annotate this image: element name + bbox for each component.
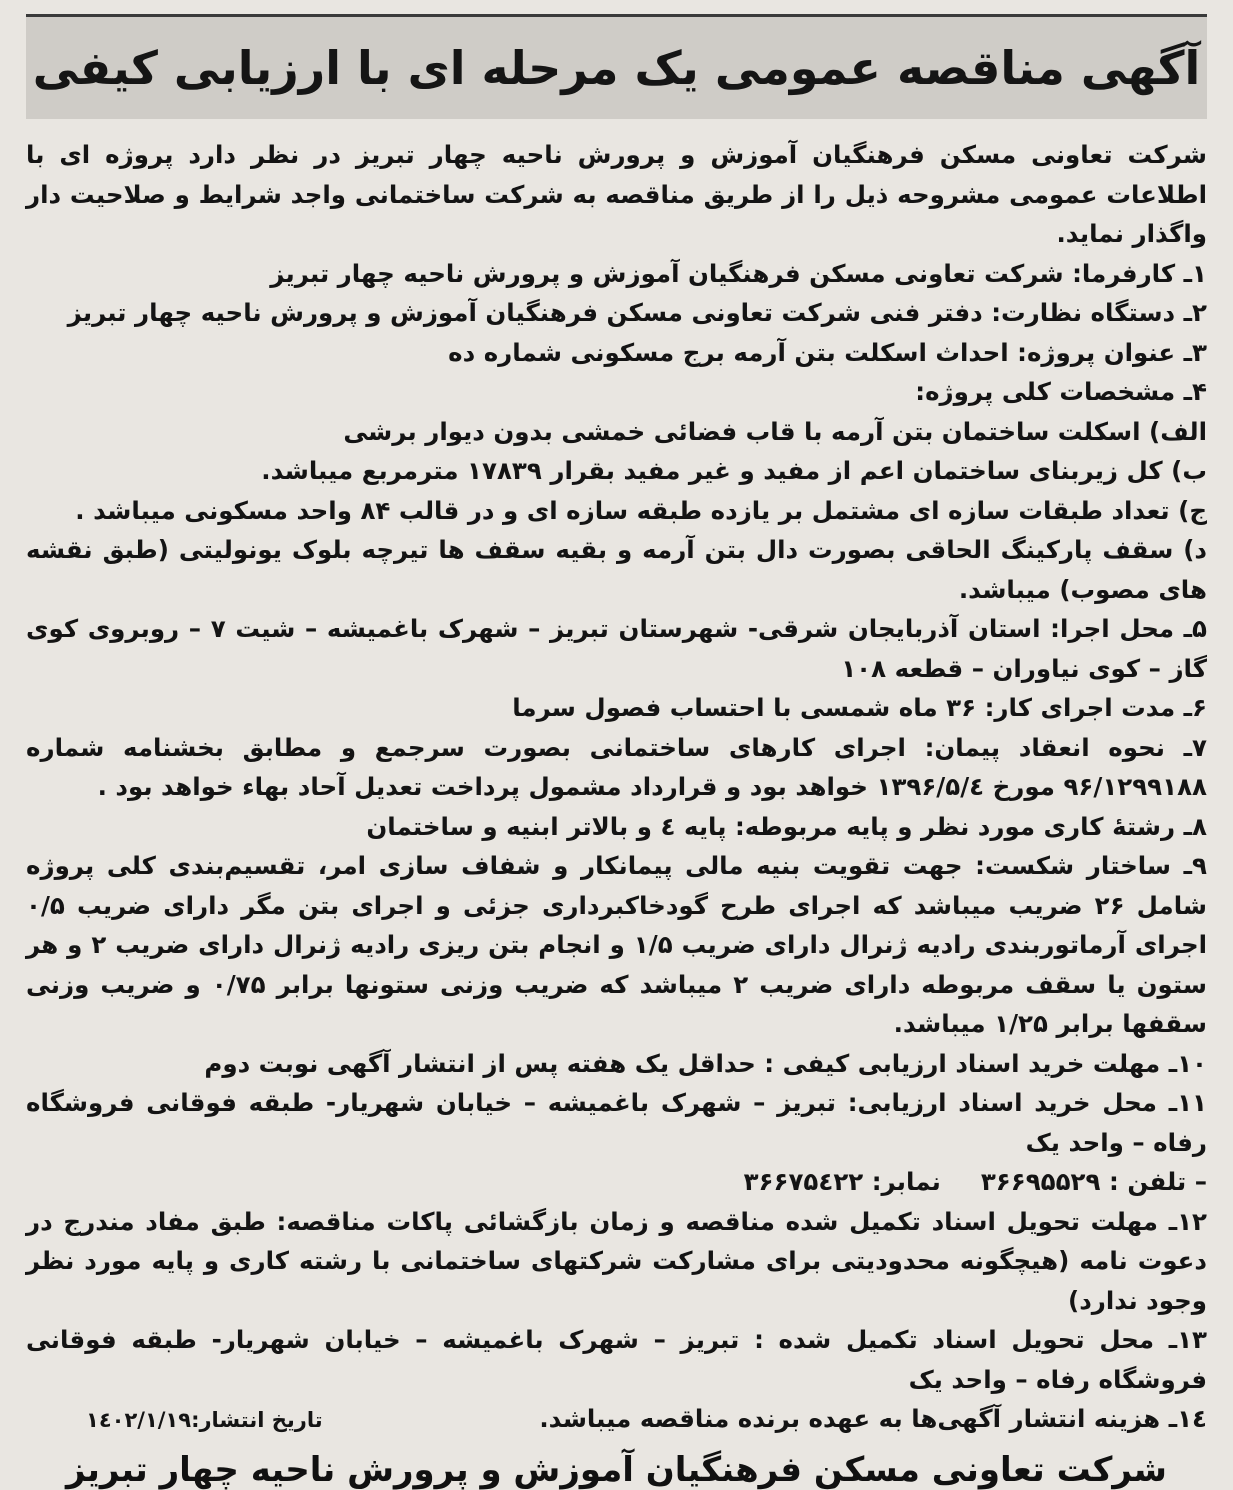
publish-date: تاریخ انتشار:۱٤۰۲/۱/۱۹	[86, 1401, 323, 1441]
intro-paragraph: شرکت تعاونی مسکن فرهنگیان آموزش و پرورش ناحیه چهار تبریز در نظر دارد پروژه ای با اطلاعات عمومی مشروحه ذیل را از طریق مناقصه به شرکت ساختمانی واجد شرایط و صلاحیت دار واگذار نماید.	[26, 135, 1207, 254]
fax-number: نمابر: ۳۶۶۷۵٤۲۲	[744, 1162, 941, 1202]
item-project-title: ۳ـ عنوان پروژه: احداث اسکلت بتن آرمه برج مسکونی شماره ده	[26, 333, 1207, 373]
item-contract: ۷ـ نحوه انعقاد پیمان: اجرای کارهای ساختمانی بصورت سرجمع و مطابق بخشنامه شماره ۹۶/۱۲۹۹۱۸۸ مورخ ۱۳۹۶/۵/٤ خواهد بود و قرارداد مشمول پرداخت تعدیل آحاد بهاء خواهد بود .	[26, 728, 1207, 807]
newspaper-notice	[0, 14, 1233, 1490]
item-advert-cost: ۱٤ـ هزینه انتشار آگهی‌ها به عهده برنده مناقصه میباشد.	[539, 1399, 1207, 1439]
spec-a: الف) اسکلت ساختمان بتن آرمه با قاب فضائی خمشی بدون دیوار برشی	[26, 412, 1207, 452]
notice-title: آگهی مناقصه عمومی یک مرحله ای با ارزیابی کیفی	[33, 41, 1201, 95]
spec-b: ب) کل زیربنای ساختمان اعم از مفید و غیر مفید بقرار ۱۷۸۳۹ مترمربع میباشد.	[26, 451, 1207, 491]
item-location: ۵ـ محل اجرا: استان آذربایجان شرقی- شهرستان تبریز – شهرک باغمیشه – شیت ۷ – روبروی کوی گاز – کوی نیاوران – قطعه ۱۰۸	[26, 609, 1207, 688]
title-band	[26, 14, 1207, 119]
item-specifications: ۴ـ مشخصات کلی پروژه:	[26, 372, 1207, 412]
notice-body	[22, 135, 1211, 1490]
item-purchase-deadline: ۱۰ـ مهلت خرید اسناد ارزیابی کیفی : حداقل یک هفته پس از انتشار آگهی نوبت دوم	[26, 1044, 1207, 1084]
item-delivery-deadline: ۱۲ـ مهلت تحویل اسناد تکمیل شده مناقصه و زمان بازگشائی پاکات مناقصه: طبق مفاد مندرج در دعوت نامه (هیچگونه محدودیتی برای مشارکت شرکتهای ساختمانی با رشته کاری و پایه مورد نظر وجود ندارد)	[26, 1202, 1207, 1321]
spec-d: د) سقف پارکینگ الحاقی بصورت دال بتن آرمه و بقیه سقف ها تیرچه بلوک یونولیتی (طبق نقشه های مصوب) میباشد.	[26, 530, 1207, 609]
phone-number: – تلفن : ۳۶۶۹۵۵۲۹	[981, 1162, 1207, 1202]
footer-row	[26, 1399, 1207, 1441]
item-breakdown: ۹ـ ساختار شکست: جهت تقویت بنیه مالی پیمانکار و شفاف سازی امر، تقسیم‌بندی کلی پروژه شامل ۲۶ ضریب میباشد که اجرای طرح گودخاکبرداری جزئی و اجرای بتن مگر دارای ضریب ۰/۵ اجرای آرماتوربندی رادیه ژنرال دارای ضریب ۱/۵ و انجام بتن ریزی رادیه ژنرال دارای ضریب ۲ و هر ستون یا سقف مربوطه دارای ضریب ۲ میباشد که ضریب وزنی ستونها برابر ۰/۷۵ و ضریب وزنی سقفها برابر ۱/۲۵ میباشد.	[26, 846, 1207, 1044]
item-supervision: ۲ـ دستگاه نظارت: دفتر فنی شرکت تعاونی مسکن فرهنگیان آموزش و پرورش ناحیه چهار تبریز	[26, 293, 1207, 333]
signature: شرکت تعاونی مسکن فرهنگیان آموزش و پرورش ناحیه چهار تبریز	[26, 1451, 1207, 1490]
item-duration: ۶ـ مدت اجرای کار: ۳۶ ماه شمسی با احتساب فصول سرما	[26, 688, 1207, 728]
contact-line	[26, 1162, 1207, 1202]
item-delivery-location: ۱۳ـ محل تحویل اسناد تکمیل شده : تبریز – شهرک باغمیشه – خیابان شهریار- طبقه فوقانی فروشگاه رفاه – واحد یک	[26, 1320, 1207, 1399]
item-grade: ۸ـ رشتۀ کاری مورد نظر و پایه مربوطه: پایه ٤ و بالاتر ابنیه و ساختمان	[26, 807, 1207, 847]
item-purchase-location: ۱۱ـ محل خرید اسناد ارزیابی: تبریز – شهرک باغمیشه – خیابان شهریار- طبقه فوقانی فروشگاه رفاه – واحد یک	[26, 1083, 1207, 1162]
item-employer: ۱ـ کارفرما: شرکت تعاونی مسکن فرهنگیان آموزش و پرورش ناحیه چهار تبریز	[26, 254, 1207, 294]
spec-c: ج) تعداد طبقات سازه ای مشتمل بر یازده طبقه سازه ای و در قالب ۸۴ واحد مسکونی میباشد .	[26, 491, 1207, 531]
